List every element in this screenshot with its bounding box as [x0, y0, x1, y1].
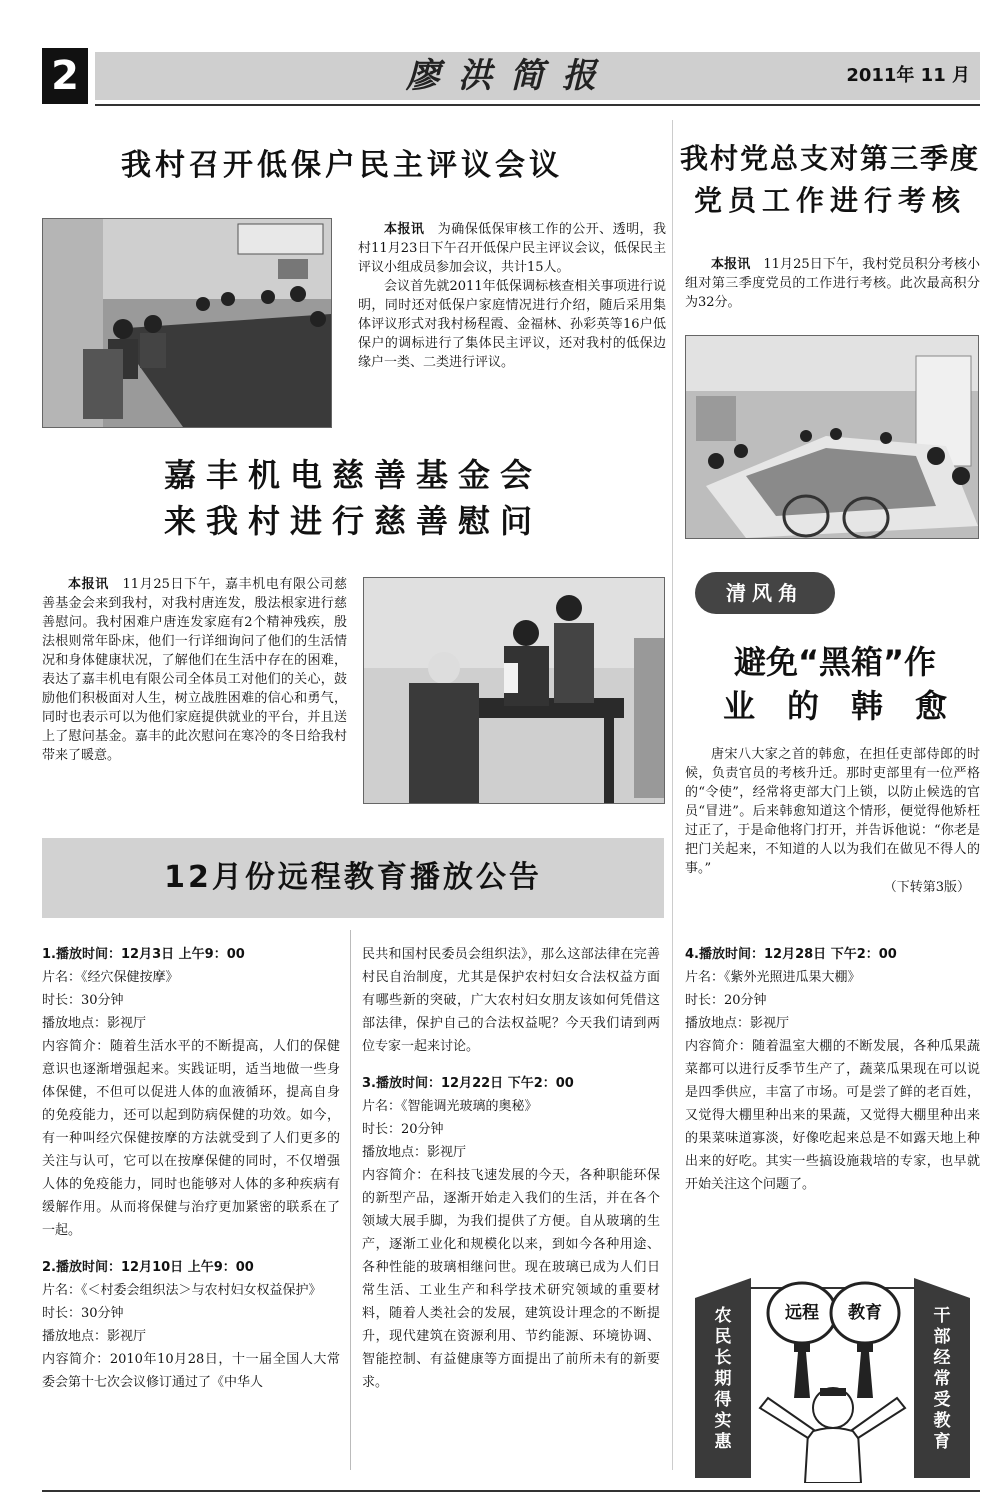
lantern-right-text: 教育 [848, 1303, 882, 1323]
article2-p1: 11月25日下午，我村党员积分考核小组对第三季度党员的工作进行考核。此次最高积分为32分。 [685, 257, 980, 310]
meeting-room-photo-graphic [686, 336, 978, 538]
meeting-photo-graphic [43, 219, 331, 427]
program2-duration: 时长：30分钟 [42, 1306, 124, 1321]
masthead-rule [95, 104, 980, 106]
article3-lead: 本报讯 [68, 577, 109, 592]
article1-lead: 本报讯 [384, 222, 425, 237]
program2-summary-part1: 内容简介：2010年10月28日，十一届全国人大常委会第十七次会议修订通过了《中华人 [42, 1352, 340, 1390]
paper-title: 廖洪简报 [406, 56, 614, 96]
article3-p1: 11月25日下午，嘉丰机电有限公司慈善基金会来到我村，对我村唐连发，殷法根家进行慈善慰问。我村困难户唐连发家庭有2个精神残疾，殷法根则常年卧床，他们一行详细询问了他们的生活情况和身体健康状况，了解他们在生活中存在的困难，表达了嘉丰机电有限公司全体员工对他们的关心，鼓励他们积极面对人生，树立战胜困难的信心和勇气，同时也表示可以为他们家庭提供就业的平台，并且送上了慰问基金。嘉丰的此次慰问在寒冷的冬日给我村带来了暖意。 [42, 577, 347, 763]
article2-lead: 本报讯 [711, 257, 751, 272]
notice-column-1 [42, 943, 340, 1394]
program2-film: 片名：《＜村委会组织法＞与农村妇女权益保护》 [42, 1283, 322, 1298]
program4-film: 片名：《紫外光照进瓜果大棚》 [685, 970, 861, 985]
program2-venue: 播放地点：影视厅 [42, 1329, 147, 1344]
article2-headline [680, 138, 980, 222]
article1-p2: 会议首先就2011年低保调标核查相关事项进行说明，同时还对低保户家庭情况进行介绍，随后采用集体评议形式对我村杨程霞、金福林、孙彩英等16户低保户的调标进行了集体民主评议，还对我村的低保边缘户一类、二类进行评议。 [358, 279, 666, 370]
qingfeng-continued: （下转第3版） [883, 880, 970, 895]
qingfeng-headline-line1: 避免“黑箱”作 [733, 643, 937, 681]
qingfeng-headline [690, 640, 980, 728]
article2-body [685, 255, 980, 312]
program1-venue: 播放地点：影视厅 [42, 1016, 147, 1031]
program1-duration: 时长：30分钟 [42, 993, 124, 1008]
program1-film: 片名：《经穴保健按摩》 [42, 970, 179, 985]
banner-right-text: 干部经常受教育 [933, 1306, 951, 1452]
program3-summary: 内容简介：在科技飞速发展的今天，各种职能环保的新型产品，逐渐开始走入我们的生活，并在各个领域大展手脚，为我们提供了方便。自从玻璃的生产，逐渐工业化和规模化以来，到如今各种用途、各种性能的玻璃相继问世。现在玻璃已成为人们日常生活、工业生产和科学技术研究领域的重要材料，随着人类社会的发展，建筑设计理念的不断提升，现代建筑在资源利用、节约能源、环境协调、智能控制、有益健康等方面提出了前所未有的新要求。 [362, 1168, 660, 1390]
notice-column-divider [350, 930, 351, 1470]
issue-date: 2011年 11 月 [846, 65, 970, 86]
notice-title: 12月份远程教育播放公告 [164, 860, 542, 895]
article1-photo [42, 218, 332, 428]
column-divider [672, 120, 673, 1470]
qingfeng-badge: 清风角 [695, 572, 835, 614]
article2-headline-line1: 我村党总支对第三季度 [680, 142, 981, 175]
charity-visit-photo-graphic [364, 578, 664, 803]
program1-time: 1.播放时间：12月3日 上午9：00 [42, 947, 245, 962]
qingfeng-p1: 唐宋八大家之首的韩愈，在担任吏部侍郎的时候，负责官员的考核升迁。那时吏部里有一位严格的“令使”，经常将吏部大门上锁，以防止候选的官员“冒进”。后来韩愈知道这个情形，便觉得他矫枉过正了，于是命他将门打开，并告诉他说：“你老是把门关起来，不知道的人以为我们在做见不得人的事。” [685, 747, 980, 876]
qingfeng-body [685, 745, 980, 897]
article3-body [42, 575, 347, 765]
article3-headline-line2: 来我村进行慈善慰问 [163, 502, 542, 540]
program4-time: 4.播放时间：12月28日 下午2：00 [685, 947, 897, 962]
program3-film: 片名：《智能调光玻璃的奥秘》 [362, 1099, 538, 1114]
banner-left-text: 农民长期得实惠 [714, 1306, 732, 1452]
article2-photo [685, 335, 979, 539]
program3-time: 3.播放时间：12月22日 下午2：00 [362, 1076, 574, 1091]
lantern-left-text: 远程 [785, 1303, 819, 1323]
article3-headline [42, 452, 664, 544]
notice-column-2 [362, 943, 660, 1394]
program4-duration: 时长：20分钟 [685, 993, 767, 1008]
notice-column-3 [685, 943, 980, 1196]
program4-summary: 内容简介：随着温室大棚的不断发展，各种瓜果蔬菜都可以进行反季节生产了，蔬菜瓜果现在可以说是四季供应，丰富了市场。可是尝了鲜的老百姓，又觉得大棚里种出来的果蔬，又觉得大棚里种出来的果菜味道寡淡，好像吃起来总是不如露天地上种出来的好吃。其实一些搞设施栽培的专家，也早就开始关注这个问题了。 [685, 1039, 980, 1192]
program2-summary-part2: 民共和国村民委员会组织法》，那么这部法律在完善村民自治制度，尤其是保护农村妇女合法权益方面有哪些新的突破，广大农村妇女朋友该如何凭借这部法律，保护自己的合法权益呢？今天我们请到两位专家一起来讨论。 [362, 947, 660, 1054]
article3-headline-line1: 嘉丰机电慈善基金会 [163, 456, 542, 494]
program3-duration: 时长：20分钟 [362, 1122, 444, 1137]
program3-venue: 播放地点：影视厅 [362, 1145, 467, 1160]
article1-headline: 我村召开低保户民主评议会议 [121, 148, 563, 183]
article1-p1: 为确保低保审核工作的公开、透明，我村11月23日下午召开低保户民主评议会议，低保民主评议小组成员参加会议，共计15人。 [358, 222, 666, 275]
qingfeng-headline-line2: 业 的 韩 愈 [722, 687, 947, 725]
program1-summary: 内容简介：随着生活水平的不断提高，人们的保健意识也逐渐增强起来。实践证明，适当地做一些身体保健，不但可以促进人体的血液循环，提高自身的免疫能力，还可以起到防病保健的功效。如今，有一种叫经穴保健按摩的方法就受到了人们更多的关注与认可，它可以在按摩保健的同时，不仅增强人体的免疫能力，同时也能够对人体的多种疾病有缓解作用。从而将保健与治疗更加紧密的联系在了一起。 [42, 1039, 340, 1238]
program2-time: 2.播放时间：12月10日 上午9：00 [42, 1260, 254, 1275]
article1-body [358, 220, 666, 372]
remote-education-illustration [690, 1258, 975, 1483]
article2-headline-line2: 党员工作进行考核 [693, 184, 966, 217]
bottom-rule [42, 1490, 980, 1492]
article3-photo [363, 577, 665, 804]
program4-venue: 播放地点：影视厅 [685, 1016, 790, 1031]
page-number: 2 [42, 48, 88, 104]
